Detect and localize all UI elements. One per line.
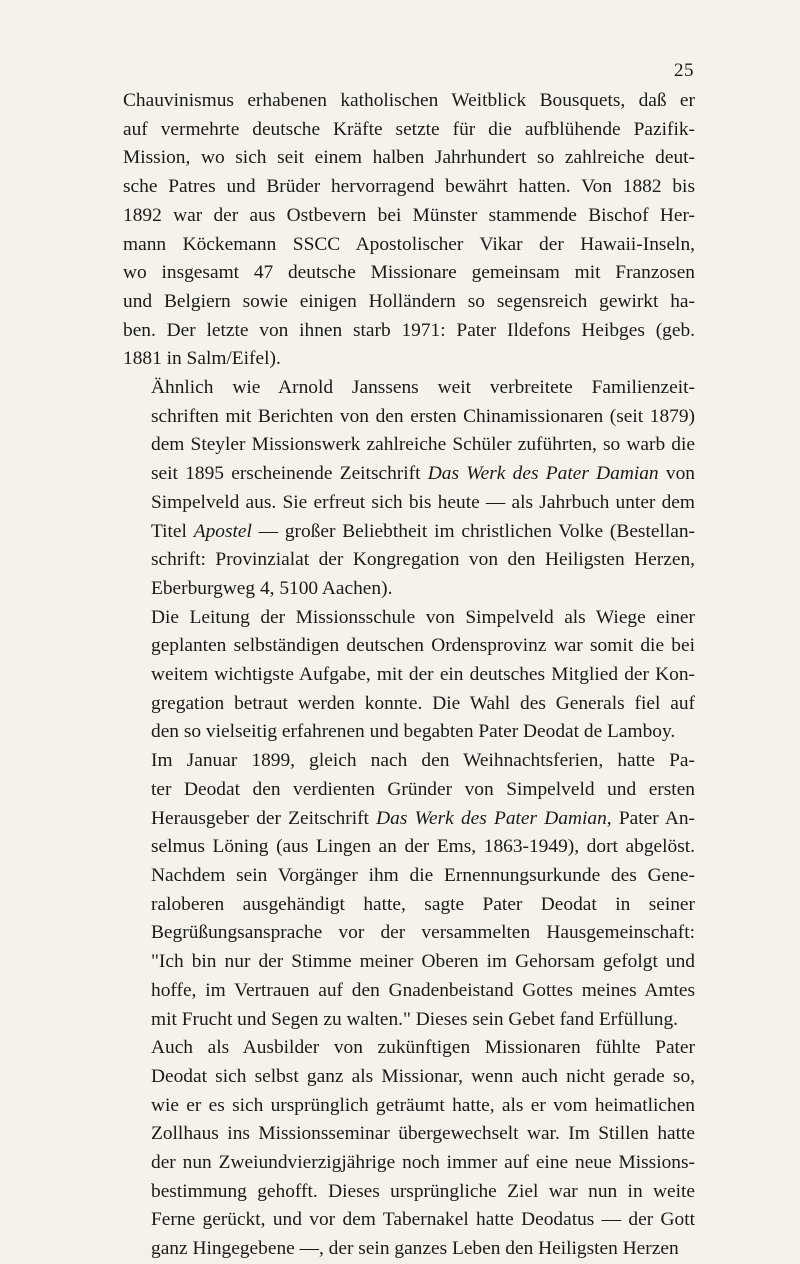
text-line [123, 231, 695, 260]
text-segment: wo insgesamt 47 deutsche Missionare gemeinsam mit Franzosen [123, 262, 695, 284]
text-line [123, 144, 695, 173]
text-segment: bestimmung gehofft. Dieses ursprüngliche Ziel war nun in weite [151, 1180, 695, 1202]
text-segment: 1881 in Salm/Eifel). [123, 348, 281, 370]
text-line [123, 604, 695, 633]
text-segment: wie er es sich ursprünglich geträumt hatte, als er vom heimatlichen [151, 1094, 695, 1116]
text-line [123, 345, 695, 374]
text-segment: Begrüßungsansprache vor der versammelten Hausgemeinschaft: [151, 922, 695, 944]
text-line [123, 116, 695, 145]
text-line [123, 518, 695, 547]
text-segment: Mission, wo sich seit einem halben Jahrhundert so zahlreiche deut- [123, 147, 695, 169]
paragraph [123, 87, 695, 374]
text-line [123, 919, 695, 948]
text-segment: weitem wichtigste Aufgabe, mit der ein deutsches Mitglied der Kon- [151, 664, 695, 686]
text-segment: Auch als Ausbilder von zukünftigen Missionaren fühlte Pater [151, 1037, 695, 1059]
paragraph [123, 604, 695, 748]
text-line [123, 690, 695, 719]
text-segment: mit Frucht und Segen zu walten." Dieses sein Gebet fand Erfüllung. [151, 1008, 679, 1030]
text-line [123, 1034, 695, 1063]
text-segment: ganz Hingegebene —, der sein ganzes Leben den Heiligsten Herzen [151, 1238, 679, 1260]
text-segment: ter Deodat den verdienten Gründer von Simpelveld und ersten [151, 778, 695, 800]
text-line [123, 460, 695, 489]
text-segment: Die Leitung der Missionsschule von Simpelveld als Wiege einer [151, 606, 695, 628]
text-line [123, 317, 695, 346]
text-segment: Ähnlich wie Arnold Janssens weit verbreitete Familienzeit- [151, 377, 695, 399]
text-line [123, 1092, 695, 1121]
text-segment: gregation betraut werden konnte. Die Wahl des Generals fiel auf [151, 692, 695, 714]
text-segment: "Ich bin nur der Stimme meiner Oberen im Gehorsam gefolgt und [151, 951, 695, 973]
text-line [123, 862, 695, 891]
text-segment: Nachdem sein Vorgänger ihm die Ernennungsurkunde des Gene- [151, 864, 695, 886]
text-line [123, 632, 695, 661]
text-line [123, 948, 695, 977]
text-line [123, 1235, 695, 1264]
text-line [123, 489, 695, 518]
text-line [123, 776, 695, 805]
text-line [123, 546, 695, 575]
text-segment: Eberburgweg 4, 5100 Aachen). [151, 577, 393, 599]
italic-title: Das Werk des Pater Damian [427, 463, 659, 485]
text-segment: sche Patres und Brüder hervorragend bewährt hatten. Von 1882 bis [123, 176, 695, 198]
text-line [123, 288, 695, 317]
text-line [123, 575, 695, 604]
text-segment: ben. Der letzte von ihnen starb 1971: Pater Ildefons Heibges (geb. [123, 319, 695, 341]
text-segment: Deodat sich selbst ganz als Missionar, wenn auch nicht gerade so, [151, 1065, 695, 1087]
text-segment: der nun Zweiundvierzigjährige noch immer auf eine neue Missions- [151, 1152, 695, 1174]
text-segment: schriften mit Berichten von den ersten Chinamissionaren (seit 1879) [151, 405, 695, 427]
text-line [123, 1149, 695, 1178]
text-segment: und Belgiern sowie einigen Holländern so segensreich gewirkt ha- [123, 290, 695, 312]
text-segment: selmus Löning (aus Lingen an der Ems, 1863-1949), dort abgelöst. [151, 836, 695, 858]
text-segment: Herausgeber der Zeitschrift [151, 807, 377, 829]
text-line [123, 661, 695, 690]
paragraph [123, 374, 695, 604]
body-text [123, 87, 695, 1264]
text-segment: , Pater An- [606, 807, 695, 829]
text-segment: 1892 war der aus Ostbevern bei Münster stammende Bischof Her- [123, 204, 695, 226]
text-line [123, 1178, 695, 1207]
text-segment: den so vielseitig erfahrenen und begabten Pater Deodat de Lamboy. [151, 721, 676, 743]
text-segment: — großer Beliebtheit im christlichen Volke (Bestellan- [251, 520, 695, 542]
text-line [123, 374, 695, 403]
page-number: 25 [674, 60, 694, 81]
text-line [123, 431, 695, 460]
text-segment: Ferne gerückt, und vor dem Tabernakel hatte Deodatus — der Gott [151, 1209, 695, 1231]
text-segment: geplanten selbständigen deutschen Ordensprovinz war somit die bei [151, 635, 695, 657]
text-segment: Im Januar 1899, gleich nach den Weihnachtsferien, hatte Pa- [151, 750, 695, 772]
text-line [123, 891, 695, 920]
text-segment: auf vermehrte deutsche Kräfte setzte für die aufblühende Pazifik- [123, 118, 695, 140]
text-line [123, 403, 695, 432]
text-segment: schrift: Provinzialat der Kongregation von den Heiligsten Herzen, [151, 549, 695, 571]
text-line [123, 87, 695, 116]
text-segment: raloberen ausgehändigt hatte, sagte Pater Deodat in seiner [151, 893, 695, 915]
paragraph [123, 747, 695, 1034]
text-segment: Zollhaus ins Missionsseminar übergewechselt war. Im Stillen hatte [151, 1123, 695, 1145]
text-line [123, 1063, 695, 1092]
text-segment: mann Köckemann SSCC Apostolischer Vikar der Hawaii-Inseln, [123, 233, 695, 255]
text-segment: seit 1895 erscheinende Zeitschrift [151, 463, 428, 485]
text-line [123, 718, 695, 747]
text-line [123, 1206, 695, 1235]
text-segment: hoffe, im Vertrauen auf den Gnadenbeistand Gottes meines Amtes [151, 979, 695, 1001]
text-line [123, 805, 695, 834]
text-line [123, 259, 695, 288]
paragraph [123, 1034, 695, 1264]
italic-title: Apostel [193, 520, 252, 542]
italic-title: Das Werk des Pater Damian [376, 807, 607, 829]
text-line [123, 1120, 695, 1149]
text-line [123, 977, 695, 1006]
text-segment: von [658, 463, 695, 485]
text-segment: Titel [151, 520, 194, 542]
text-line [123, 833, 695, 862]
text-segment: Simpelveld aus. Sie erfreut sich bis heute — als Jahrbuch unter dem [151, 491, 695, 513]
text-segment: dem Steyler Missionswerk zahlreiche Schüler zuführten, so warb die [151, 434, 695, 456]
text-line [123, 173, 695, 202]
text-line [123, 202, 695, 231]
text-line [123, 747, 695, 776]
text-segment: Chauvinismus erhabenen katholischen Weitblick Bousquets, daß er [123, 90, 695, 111]
text-line [123, 1006, 695, 1035]
